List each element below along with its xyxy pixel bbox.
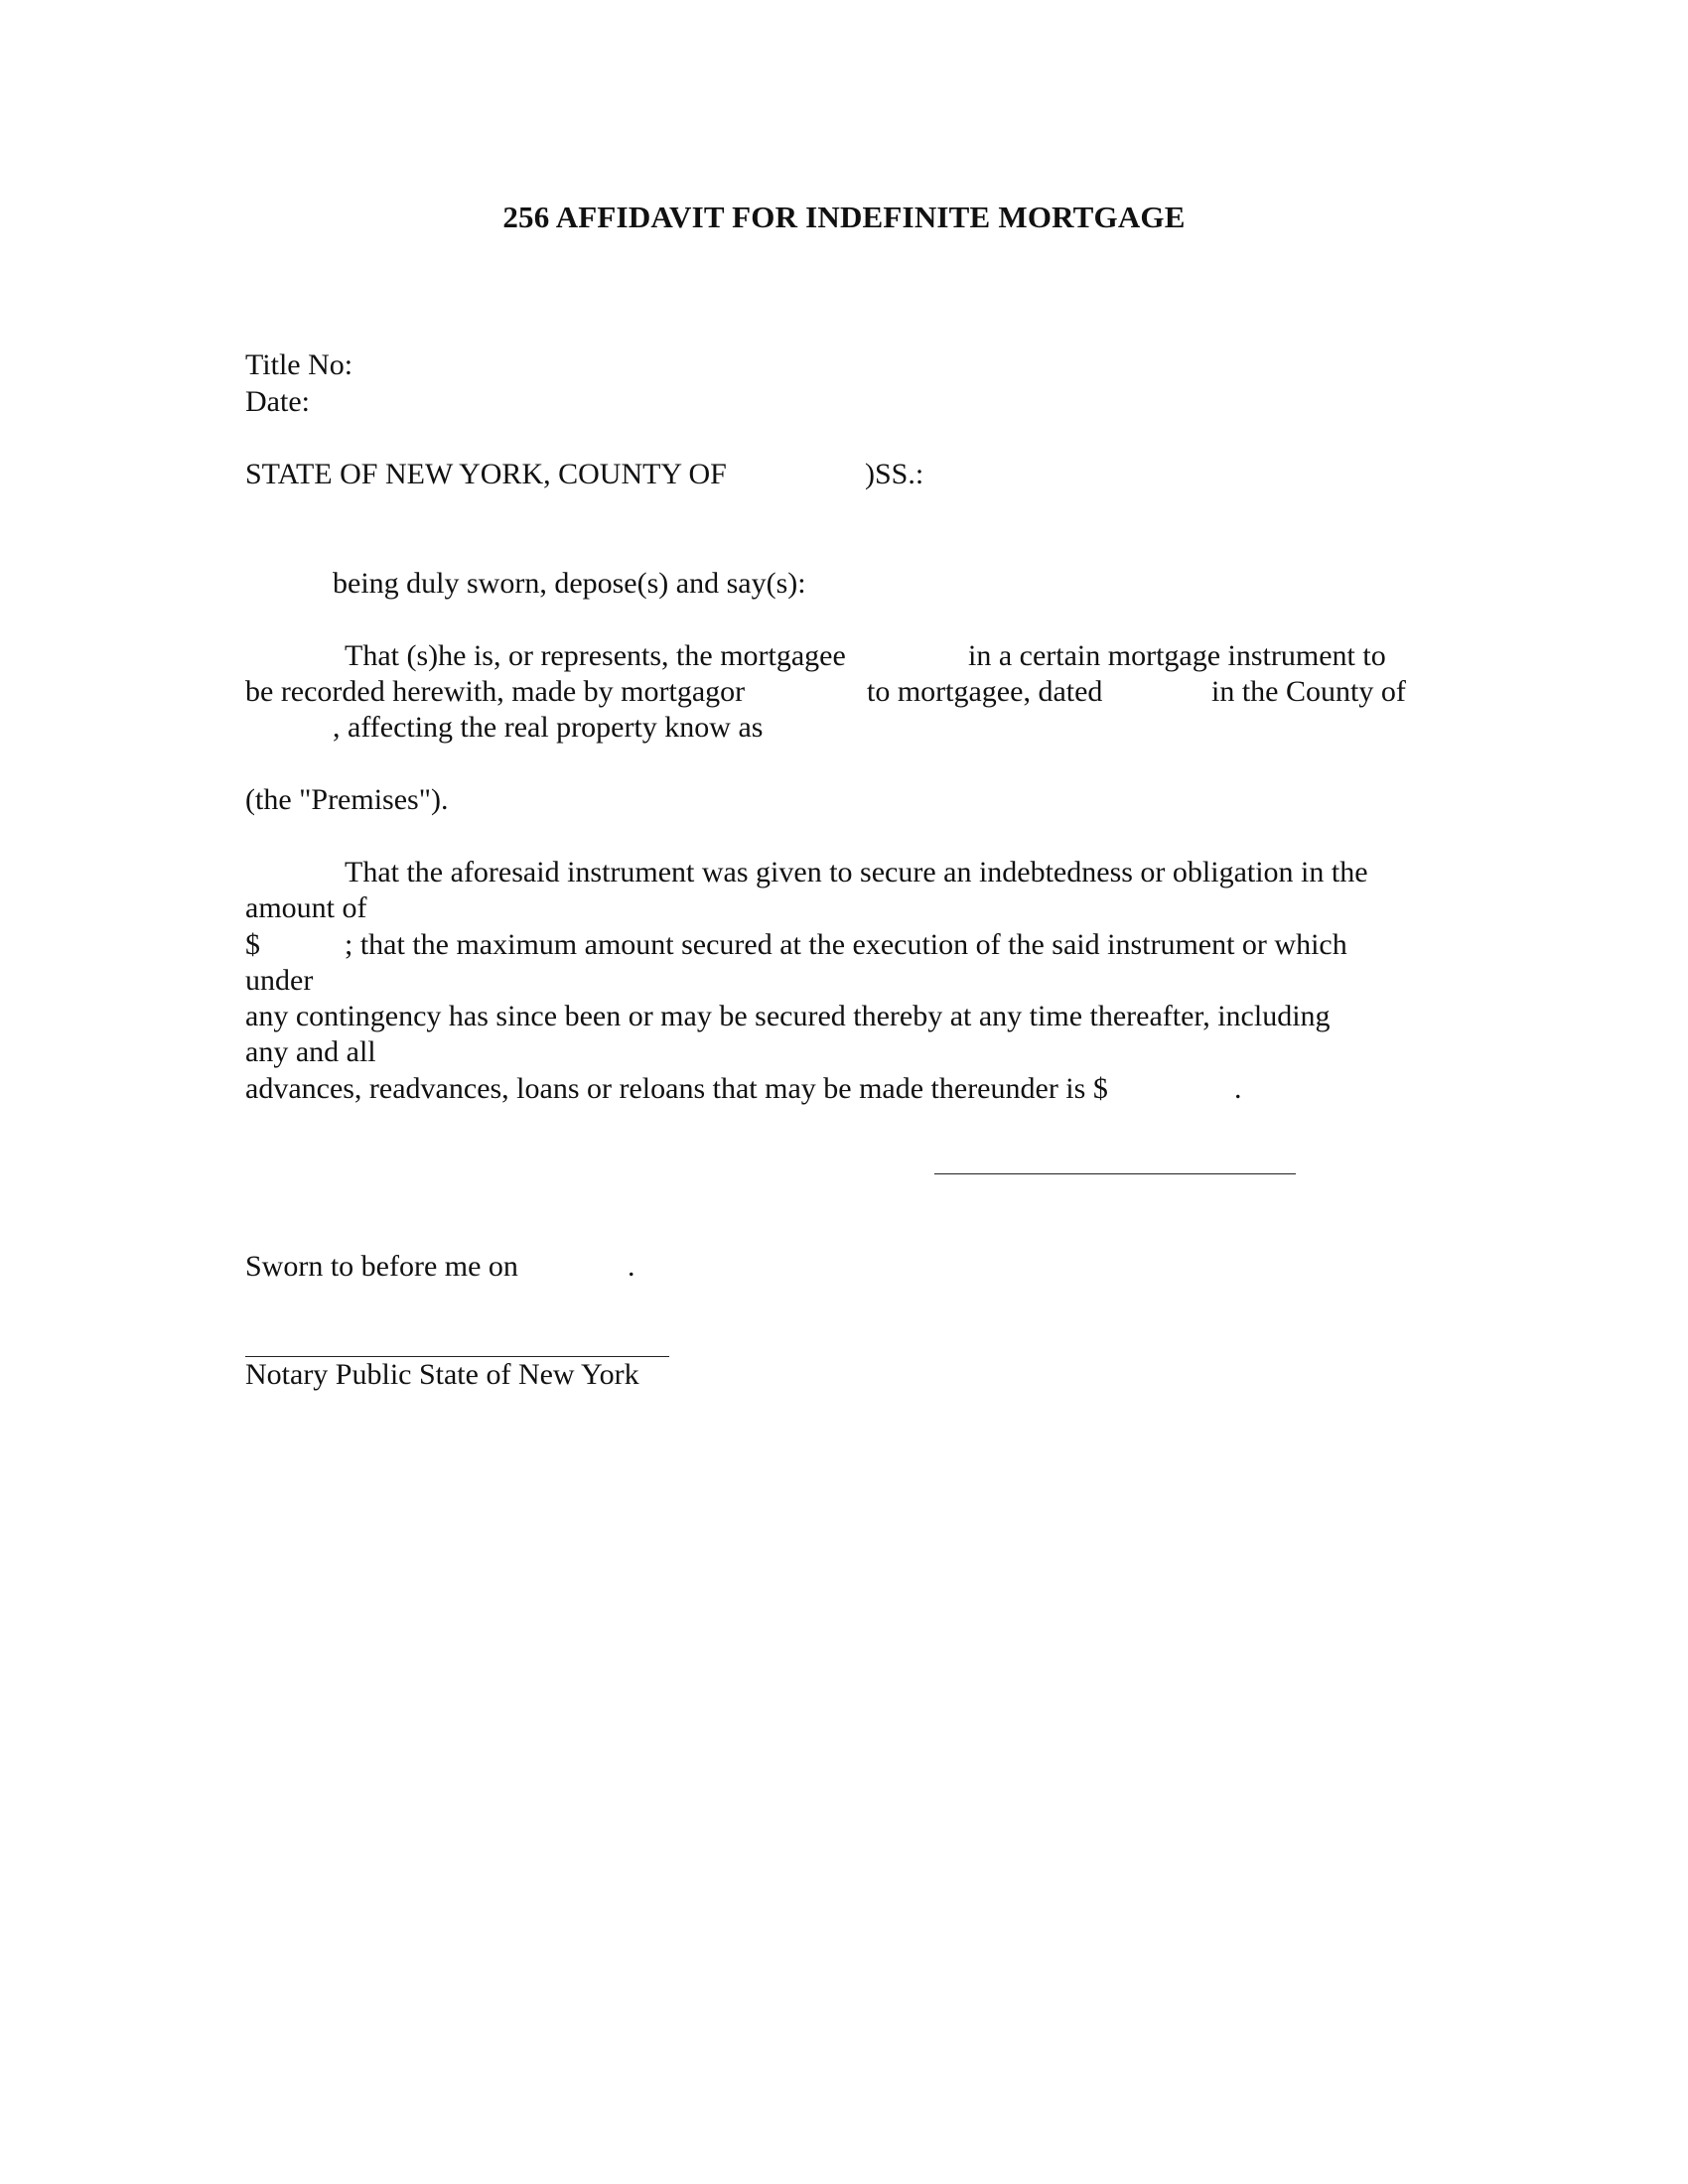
date-label: Date:	[245, 385, 310, 418]
para2-line3: ; that the maximum amount secured at the execution of the said instrument or which	[345, 928, 1347, 961]
para2-line2: amount of	[245, 891, 367, 924]
para1-line2-b: to mortgagee, dated	[867, 675, 1103, 708]
title-no-label: Title No:	[245, 348, 353, 381]
sworn-period: .	[628, 1250, 635, 1283]
para2-line7-period: .	[1234, 1072, 1242, 1105]
sworn-label: Sworn to before me on	[245, 1250, 518, 1283]
para1-line2-c: in the County of	[1211, 675, 1406, 708]
para1-line1-a: That (s)he is, or represents, the mortgagee	[345, 639, 846, 672]
para1-line2-a: be recorded herewith, made by mortgagor	[245, 675, 746, 708]
deponent-signature-line	[934, 1173, 1296, 1174]
document-title: 256 AFFIDAVIT FOR INDEFINITE MORTGAGE	[502, 200, 1186, 234]
venue-ss: )SS.:	[865, 458, 924, 490]
para2-line5: any contingency has since been or may be secured thereby at any time thereafter, including	[245, 1000, 1331, 1032]
para2-line3-dollar: $	[245, 928, 260, 961]
premises-line: (the "Premises").	[245, 783, 449, 816]
para2-line7: advances, readvances, loans or reloans that may be made thereunder is $	[245, 1072, 1108, 1105]
deponent-line: being duly sworn, depose(s) and say(s):	[333, 567, 806, 600]
notary-label: Notary Public State of New York	[245, 1358, 639, 1391]
para1-line3: , affecting the real property know as	[333, 711, 764, 744]
para2-line6: any and all	[245, 1035, 376, 1068]
para1-line1-b: in a certain mortgage instrument to	[968, 639, 1386, 672]
venue-state-county: STATE OF NEW YORK, COUNTY OF	[245, 458, 727, 490]
para2-line4: under	[245, 964, 314, 997]
para2-line1: That the aforesaid instrument was given to secure an indebtedness or obligation in the	[345, 856, 1368, 888]
